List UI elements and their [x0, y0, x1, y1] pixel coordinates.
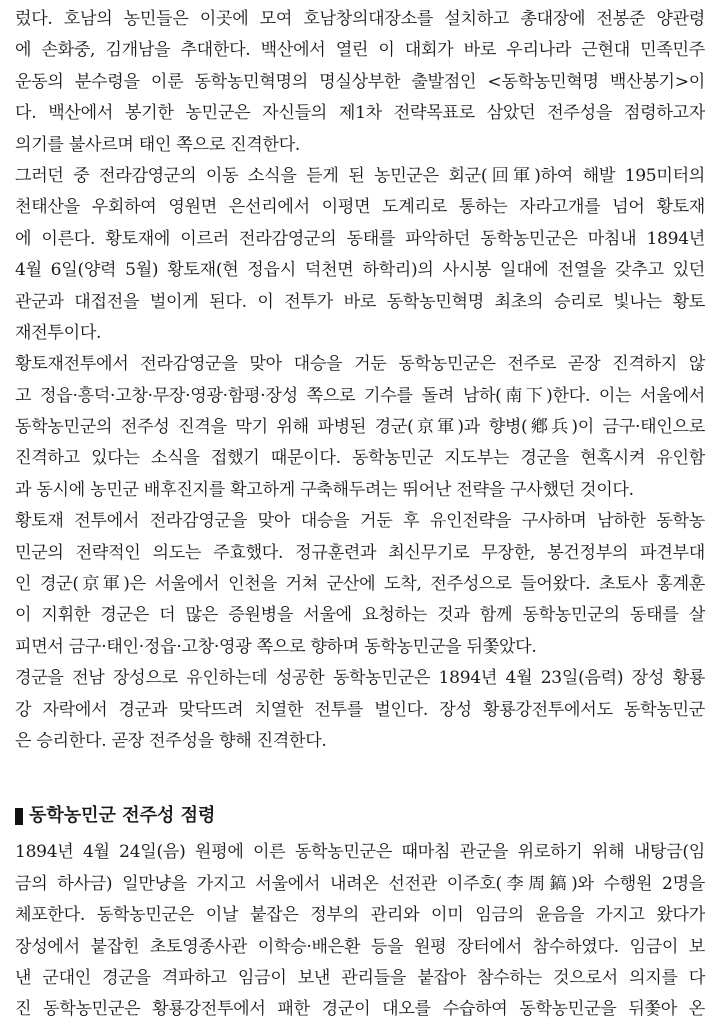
- body-text: [15, 4, 705, 757]
- text-line: 과 동시에 농민군 배후진지를 확고하게 구축해두려는 뛰어난 전략을 구사했던 것이다.: [15, 479, 634, 500]
- text-line: 렀다. 호남의 농민들은 이곳에 모여 호남창의대장소를 설치하고 총대장에 전봉준 양관령: [15, 9, 705, 29]
- text-line: 진격하고 있다는 소식을 접했기 때문이다. 동학농민군 지도부는 경군을 현혹시켜 유인함: [15, 448, 705, 469]
- text-line: 에 이른다. 황토재에 이르러 전라감영군의 동태를 파악하던 동학농민군은 마침내 1894년: [15, 228, 705, 249]
- paragraph: [15, 349, 705, 506]
- document-page: [15, 4, 705, 1026]
- section-heading: [15, 799, 705, 833]
- text-line: 그러던 중 전라감영군의 이동 소식을 듣게 된 농민군은 회군(回軍)하여 해발 195미터의: [15, 165, 705, 186]
- text-line: 황토재전투에서 전라감영군을 맞아 대승을 거둔 동학농민군은 전주로 곧장 진격하지 않: [15, 354, 705, 375]
- section-heading-text: 동학농민군 전주성 점령: [29, 805, 216, 827]
- text-line: 황토재 전투에서 전라감영군을 맞아 대승을 거둔 후 유인전략을 구사하며 남하한 동학농: [15, 511, 705, 532]
- paragraph: [15, 663, 705, 757]
- square-bullet-icon: [15, 808, 23, 825]
- text-line: 고 정읍·흥덕·고창·무장·영광·함평·장성 쪽으로 기수를 돌려 남하(南下)한다. 이는 서울에서: [15, 385, 705, 406]
- text-line: 재전투이다.: [15, 322, 102, 343]
- text-line: 천태산을 우회하여 영원면 은선리에서 이평면 도계리로 통하는 자라고개를 넘어 황토재: [15, 197, 705, 218]
- paragraph: [15, 4, 705, 161]
- paragraph: [15, 506, 705, 663]
- text-line: 체포한다. 동학농민군은 이날 붙잡은 정부의 관리와 이미 임금의 윤음을 가지고 왔다가: [15, 905, 705, 926]
- text-line: 4월 6일(양력 5월) 황토재(현 정읍시 덕천면 하학리)의 사시봉 일대에 전열을 갖추고 있던: [15, 260, 705, 281]
- text-line: 이 지휘한 경군은 더 많은 증원병을 서울에 요청하는 것과 함께 동학농민군의 동태를 살: [15, 605, 705, 626]
- text-line: 의기를 불사르며 태인 쪽으로 진격한다.: [15, 134, 301, 155]
- text-line: 강 자락에서 경군과 맞닥뜨려 치열한 전투를 벌인다. 장성 황룡강전투에서도 동학농민군: [15, 699, 705, 720]
- text-line: 관군과 대접전을 벌이게 된다. 이 전투가 바로 동학농민혁명 최초의 승리로 빛나는 황토: [15, 291, 705, 312]
- text-line: 에 손화중, 김개남을 추대한다. 백산에서 열린 이 대회가 바로 우리나라 근현대 민족민주: [15, 40, 705, 61]
- text-line: 금의 하사금) 일만냥을 가지고 서울에서 내려온 선전관 이주호(李周鎬)와 수행원 2명을: [15, 873, 705, 894]
- text-line: 낸 군대인 경군을 격파하고 임금이 보낸 관리들을 붙잡아 참수하는 것으로서 의지를 다: [15, 967, 705, 988]
- section-body-text: [15, 837, 705, 1025]
- text-line: 장성에서 붙잡힌 초토영종사관 이학승·배은환 등을 원평 장터에서 참수하였다. 임금이 보: [15, 936, 705, 957]
- text-line: 진 동학농민군은 황룡강전투에서 패한 경군이 대오를 수습하여 동학농민군을 뒤쫓아 온: [15, 999, 705, 1020]
- section-spacer: [15, 757, 705, 799]
- text-line: 동학농민군의 전주성 진격을 막기 위해 파병된 경군(京軍)과 향병(鄕兵)이 금구·태인으로: [15, 417, 705, 438]
- text-line: 경군을 전남 장성으로 유인하는데 성공한 동학농민군은 1894년 4월 23일(음력) 장성 황룡: [15, 668, 705, 689]
- text-line: 1894년 4월 24일(음) 원평에 이른 동학농민군은 때마침 관군을 위로하기 위해 내탕금(임: [15, 842, 705, 863]
- text-line: 운동의 분수령을 이룬 동학농민혁명의 명실상부한 출발점인 <동학농민혁명 백산봉기>이: [15, 71, 705, 92]
- paragraph: [15, 161, 705, 349]
- text-line: 인 경군(京軍)은 서울에서 인천을 거쳐 군산에 도착, 전주성으로 들어왔다. 초토사 홍계훈: [15, 574, 705, 595]
- text-line: 다. 백산에서 봉기한 농민군은 자신들의 제1차 전략목표로 삼았던 전주성을 점령하고자: [15, 103, 705, 124]
- text-line: 민군의 전략적인 의도는 주효했다. 정규훈련과 최신무기로 무장한, 봉건정부의 파견부대: [15, 542, 705, 563]
- text-line: 은 승리한다. 곧장 전주성을 향해 진격한다.: [15, 730, 327, 751]
- text-line: 피면서 금구·태인·정읍·고창·영광 쪽으로 향하며 동학농민군을 뒤쫓았다.: [15, 636, 537, 657]
